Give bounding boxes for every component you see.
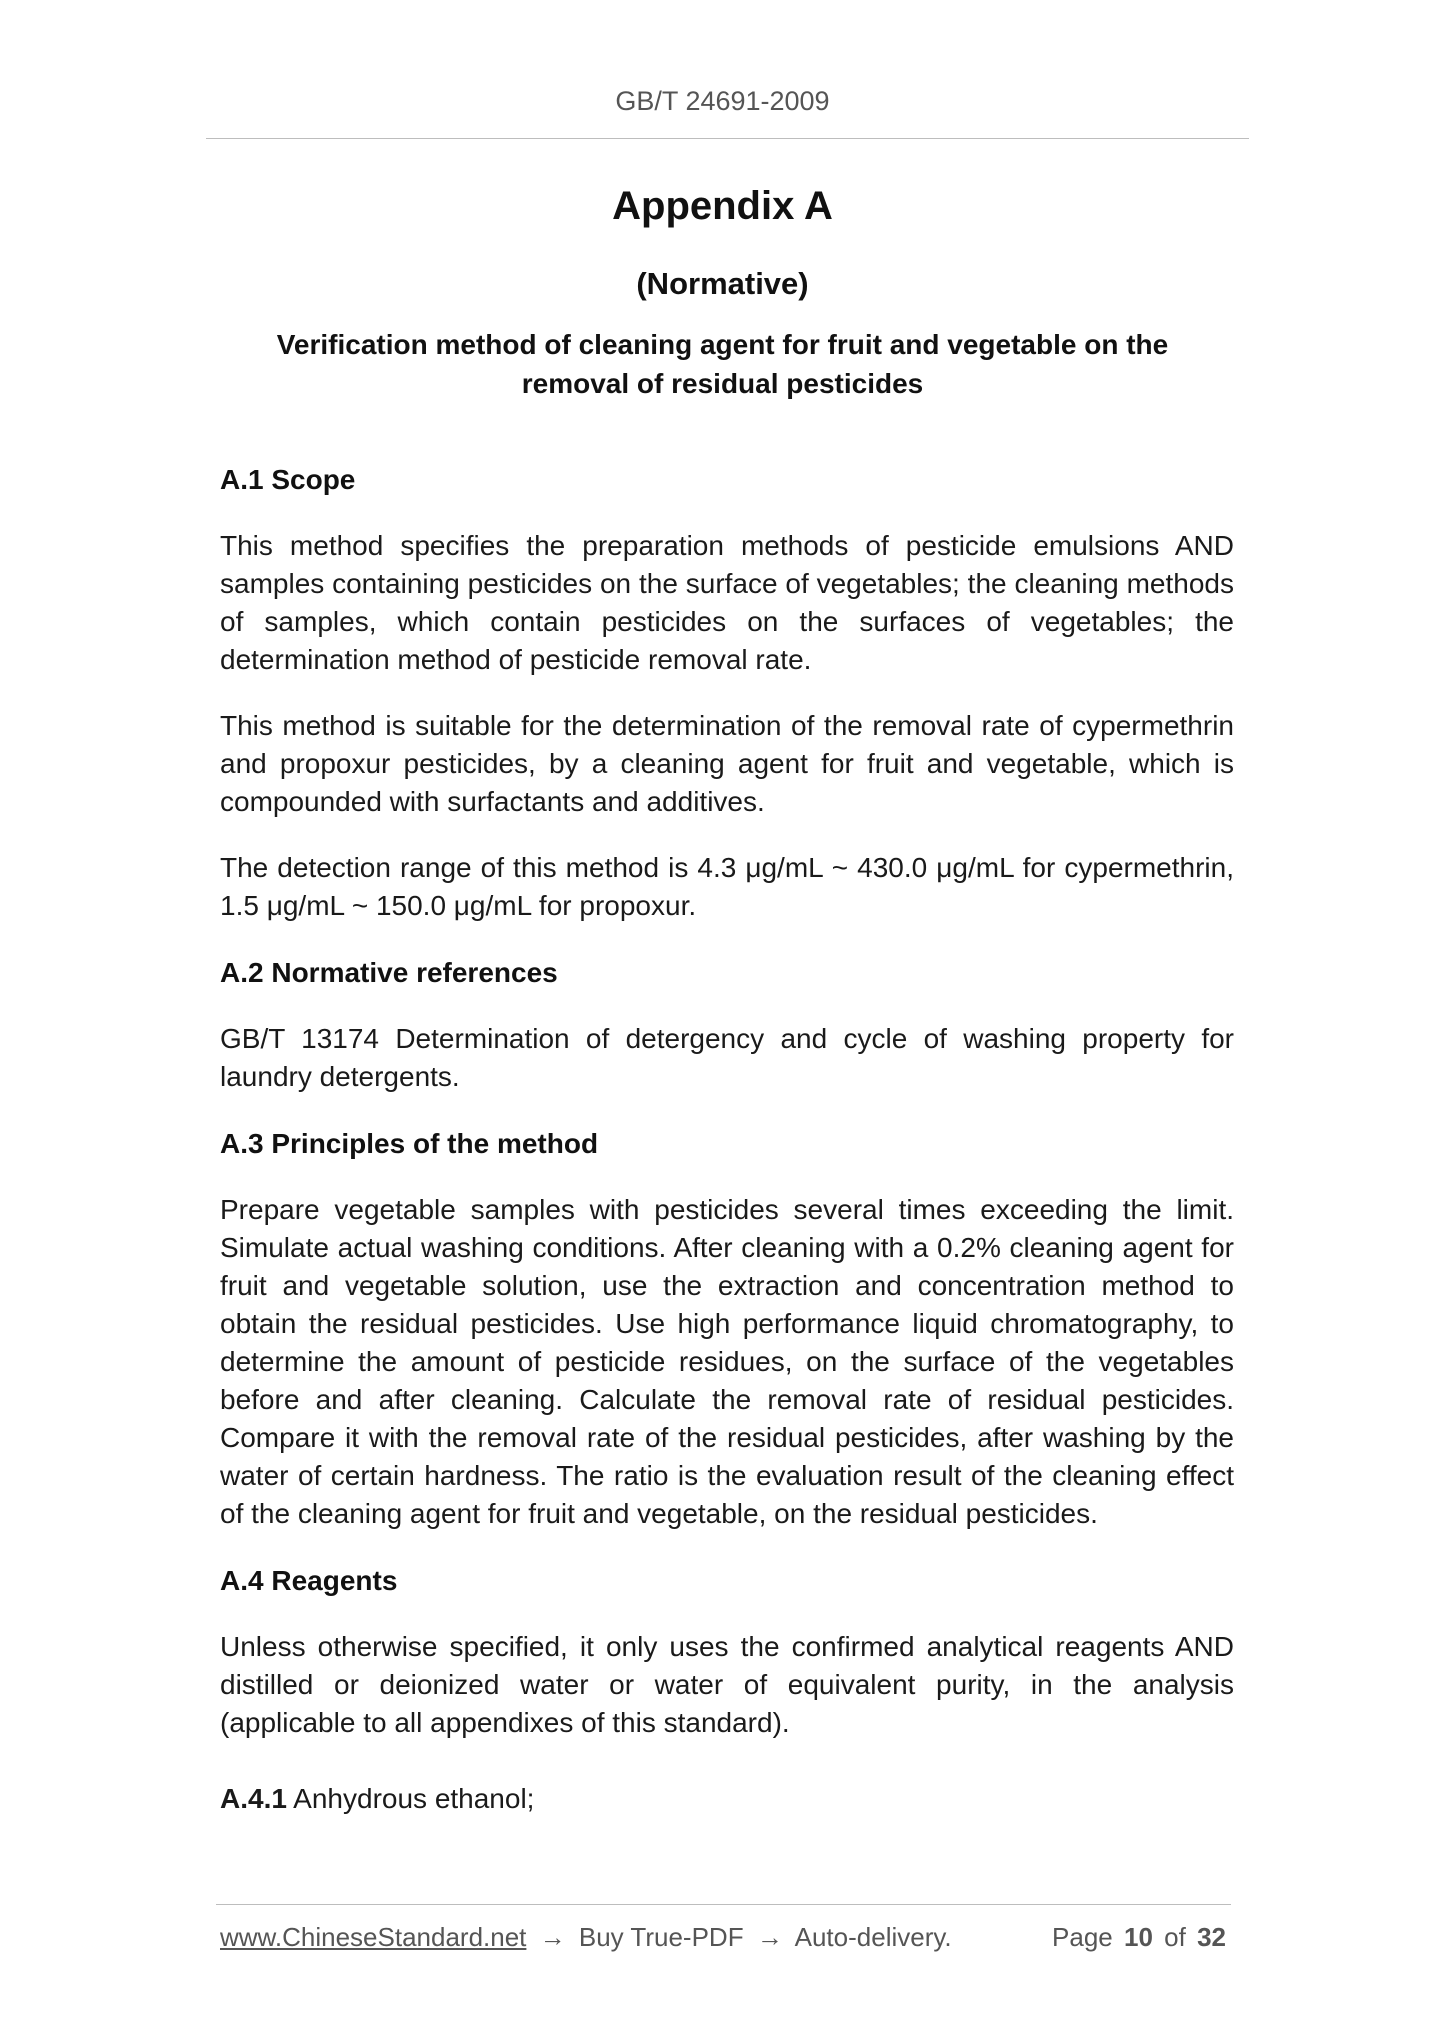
- clause-text: Anhydrous ethanol;: [286, 1783, 535, 1814]
- arrow-right-icon: →: [756, 1922, 783, 1952]
- site-link[interactable]: www.ChineseStandard.net: [220, 1922, 527, 1952]
- page-of-label: of: [1164, 1922, 1186, 1952]
- page-total: 32: [1197, 1922, 1226, 1952]
- paragraph-a2-1: GB/T 13174 Determination of detergency and cycle of washing property for laundry detergents.: [220, 1023, 1234, 1092]
- footer-left: [220, 1922, 952, 1953]
- delivery-text: Auto-delivery.: [794, 1922, 952, 1952]
- paragraph-a1-1: This method specifies the preparation methods of pesticide emulsions AND samples containing pesticides on the surface of vegetables; the cleaning methods of samples, which contain pesticides on the surfaces of vegetables; the determination method of pesticide removal rate.: [220, 530, 1234, 675]
- clause-number: A.4.1: [220, 1783, 287, 1814]
- page-header-code: GB/T 24691-2009: [615, 86, 830, 116]
- page-counter: [1052, 1922, 1230, 1953]
- paragraph-a4-1: Unless otherwise specified, it only uses the confirmed analytical reagents AND distilled or deionized water or water of equivalent purity, in the analysis (applicable to all appendixes of this standard).: [220, 1631, 1234, 1738]
- paragraph-a1-3: The detection range of this method is 4.3 μg/mL ~ 430.0 μg/mL for cypermethrin, 1.5 μg/mL ~ 150.0 μg/mL for propoxur.: [220, 852, 1234, 921]
- paragraph-a3-1: Prepare vegetable samples with pesticides several times exceeding the limit. Simulate actual washing conditions. After cleaning with a 0.2% cleaning agent for fruit and vegetable solution, use the extraction and concentration method to obtain the residual pesticides. Use high performance liquid chromatography, to determine the amount of pesticide residues, on the surface of the vegetables before and after cleaning. Calculate the removal rate of residual pesticides. Compare it with the removal rate of the residual pesticides, after washing by the water of certain hardness. The ratio is the evaluation result of the cleaning effect of the cleaning agent for fruit and vegetable, on the residual pesticides.: [220, 1194, 1234, 1529]
- arrow-right-icon: →: [539, 1922, 566, 1952]
- appendix-subtitle: Verification method of cleaning agent for fruit and vegetable on the removal of residual pesticides: [276, 329, 1169, 399]
- section-heading-a2: A.2 Normative references: [220, 957, 558, 988]
- section-heading-a1: A.1 Scope: [220, 464, 356, 495]
- appendix-title: Appendix A: [612, 184, 833, 228]
- section-heading-a3: A.3 Principles of the method: [220, 1128, 599, 1159]
- footer-divider: [216, 1904, 1231, 1905]
- clause-a4-1: [220, 1780, 1234, 1818]
- buy-pdf-text: Buy True-PDF: [578, 1922, 744, 1952]
- appendix-type: (Normative): [636, 266, 809, 301]
- paragraph-a1-2: This method is suitable for the determination of the removal rate of cypermethrin and propoxur pesticides, by a cleaning agent for fruit and vegetable, which is compounded with surfactants and additives.: [220, 710, 1234, 817]
- page-footer: [220, 1922, 1230, 1962]
- section-heading-a4: A.4 Reagents: [220, 1565, 398, 1596]
- header-divider: [206, 138, 1249, 139]
- document-body: [220, 460, 1234, 1846]
- page-label: Page: [1052, 1922, 1113, 1952]
- page-current: 10: [1124, 1922, 1153, 1952]
